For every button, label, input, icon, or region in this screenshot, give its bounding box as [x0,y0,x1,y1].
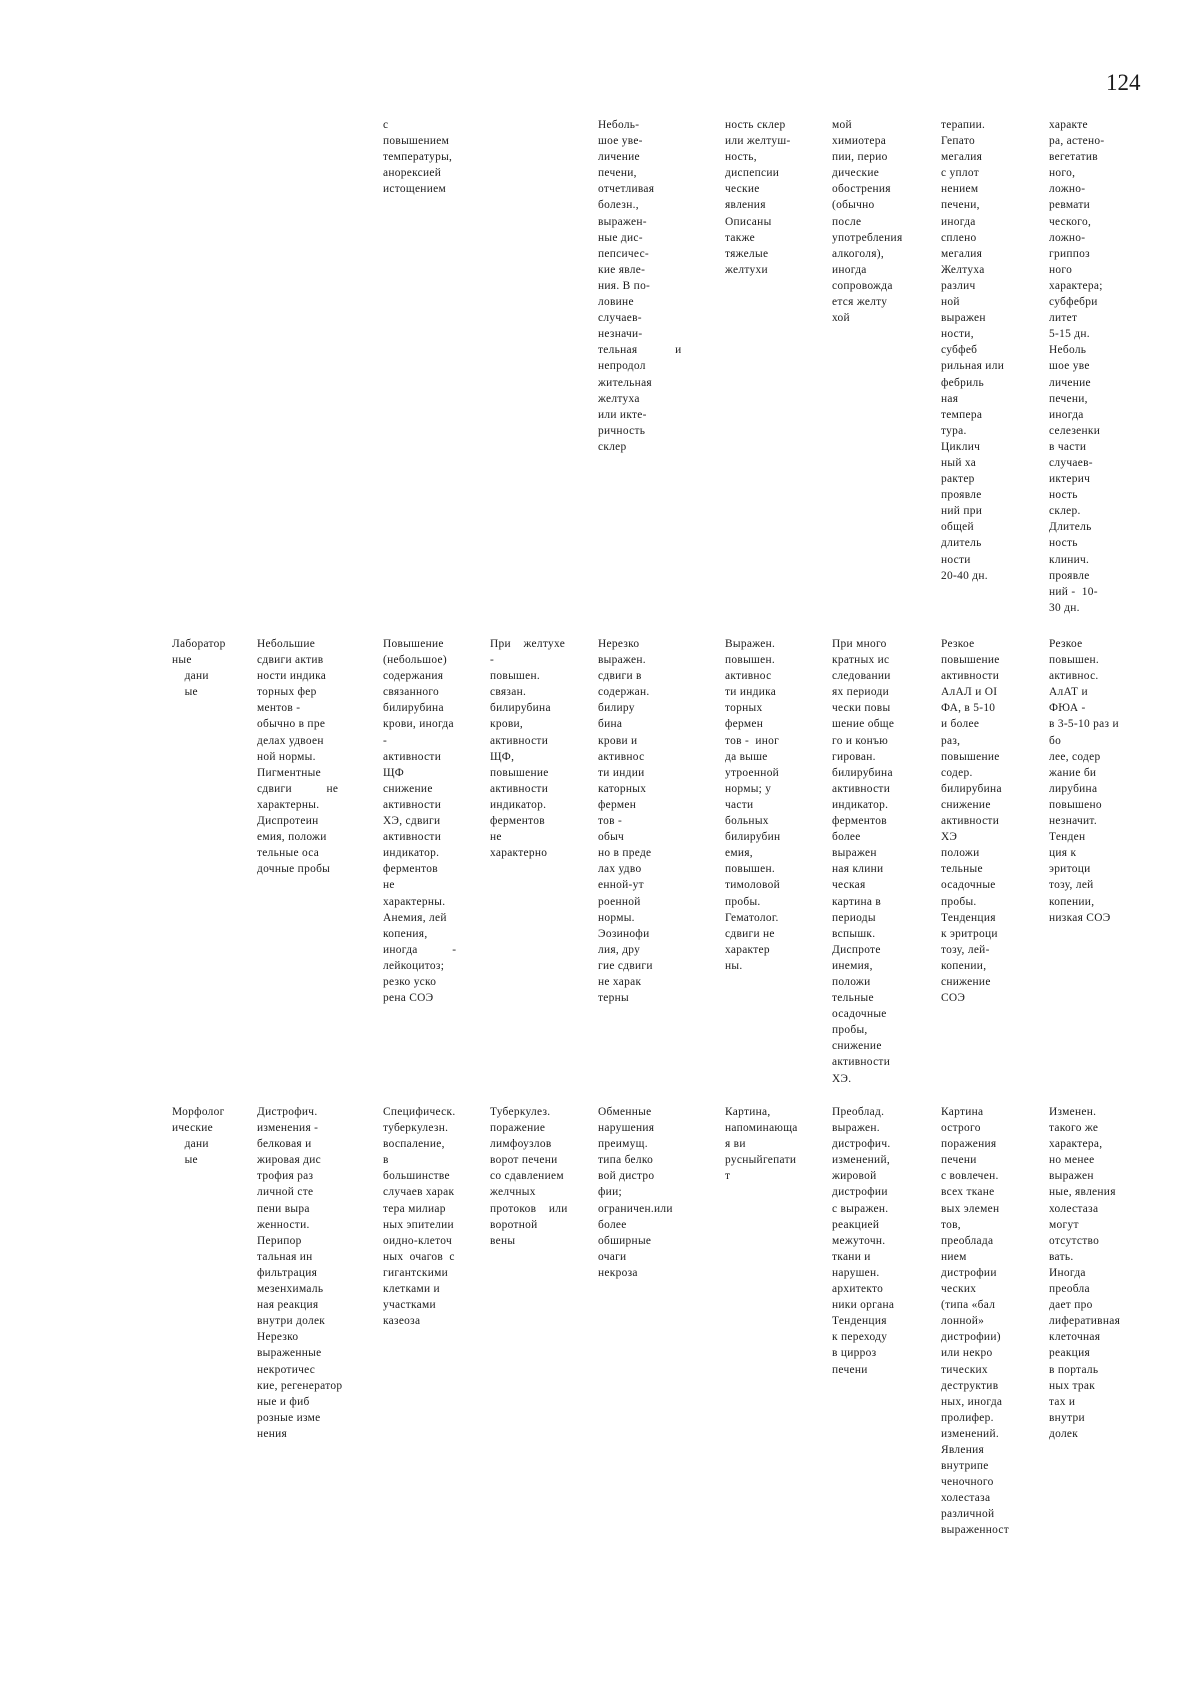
cell-r2-c6: Преоблад. выражен. дистрофич. изменений, жировой дистрофии с выражен. реакцией межуточн. ткани и нарушен. архитекто ники органа Тенденция к переходу в цирроз печени [832,1106,895,1376]
cell-r2-c5: Картина, напоминающа я ви русныйгепати т [725,1106,798,1183]
cell-r1-c4: Нерезко выражен. сдвиги в содержан. билиру бина крови и активнос ти индии каторных фермен тов - обыч но в преде лах удво енной-ут роенной нормы. Эозинофи лия, дру гие сдвиги не харак терны [598,638,653,1005]
cell-r0-c6: мой химиотера пии, перио дические обострения (обычно после употребления алкоголя), иногда сопровожда ется желту хой [832,119,903,325]
cell-r1-c6: При много кратных ис следовании ях периоди чески повы шение обще го и конъю гирован. билирубина активности индикатор. ферментов более выражен ная клини ческая картина в периоды вспышк. Диспроте инемия, положи тельные осадочные пробы, снижение активности ХЭ. [832,638,895,1085]
cell-r2-c8: Изменен. такого же характера, но менее выражен ные, явления холестаза могут отсутство вать. Иногда преобла дает про лиферативная клеточная реакция в порталь ных трак тах и внутри долек [1049,1106,1121,1440]
cell-r2-c1: Дистрофич. изменения - белковая и жировая дис трофия раз личной сте пени выра женности. Перипор тальная ин фильтрация мезенхималь ная реакция внутри долек Нерезко выраженные некротичес кие, регенератор ные и фиб розные изме нения [257,1106,343,1440]
cell-r0-c5: ность склер или желтуш- ность, диспепсии ческие явления Описаны также тяжелые желтухи [725,119,791,276]
cell-r1-c5: Выражен. повышен. активнос ти индика торных фермен тов - иног да выше утроенной нормы; у части больных билирубин емия, повышен. тимоловой пробы. Гематолог. сдвиги не характер ны. [725,638,781,972]
row-header-morphology: Морфолог ические дани ые [172,1106,225,1167]
cell-r2-c3: Туберкулез. поражение лимфоузлов ворот печени со сдавлением желчных протоков или воротной вены [490,1106,568,1247]
cell-r1-c3: При желтухе - повышен. связан. билирубина крови, активности ЩФ, повышение активности индикатор. ферментов не характерно [490,638,566,860]
cell-r2-c4: Обменные нарушения преимущ. типа белко вой дистро фии; ограничен.или более обширные очаги некроза [598,1106,673,1279]
cell-r0-c4: Неболь- шое уве- личение печени, отчетливая болезн., выражен- ные дис- пепсичес- кие явле- ния. В по- ловине случаев- незначи- тельная и непродол жительная желтуха или иктe- ричность склер [598,119,682,453]
cell-r1-c2: Повышение (небольшое) содержания связанного билирубина крови, иногда - активности ЩФ снижение активности ХЭ, сдвиги активности индикатор. ферментов не характерны. Анемия, лей копения, иногда - лейкоцитоз; резко уско рена СОЭ [383,638,457,1005]
cell-r1-c8: Резкое повышен. активнос. АлАТ и ФЮА - в 3-5-10 раз и бо лее, содер жание би лирубина повышено незначит. Тенден ция к эритоци тозу, лей копении, низкая СОЭ [1049,638,1119,924]
cell-r0-c8: характе ра, астено- вегетатив ного, ложно- ревмати ческого, ложно- гриппоз ного характера; субфебри литет 5-15 дн. Неболь шое уве личение печени, иногда селезенки в части случаев- иктерич ность склер. Длитель ность клинич. проявле ний - 10- 30 дн. [1049,119,1105,614]
cell-r1-c7: Резкое повышение активности АлАЛ и ОI ФА, в 5-10 и более раз, повышение содер. билирубина снижение активности ХЭ положи тельные осадочные пробы. Тенденция к эритроци тозу, лей- копении, снижение СОЭ [941,638,1002,1005]
page-number: 124 [1106,70,1141,95]
cell-r1-c1: Небольшие сдвиги актив ности индика торных фер ментов - обычно в пре делах удвоен ной нормы. Пигментные сдвиги не характерны. Диспротеин емия, положи тельные оса дочные пробы [257,638,339,876]
cell-r0-c2: с повышением температуры, анорексией истощением [383,119,453,196]
row-header-laboratory: Лаборатор ные дани ые [172,638,226,699]
cell-r0-c7: терапии. Гепато мегалия с уплот нением печени, иногда сплено мегалия Желтуха различ ной выражен ности, субфеб рильная или фебриль ная темпера тура. Циклич ный ха рактер проявле ний при общей длитель ности 20-40 дн. [941,119,1005,582]
cell-r2-c2: Специфическ. туберкулезн. воспаление, в большинстве случаев харак тера милиар ных эпителии оидно-клеточ ных очагов с гигантскими клетками и участками казеоза [383,1106,456,1328]
cell-r2-c7: Картина острого поражения печени с вовлечен. всех ткане вых элемен тов, преоблада нием дистрофии ческих (типа «бал лонной» дистрофии) или некро тических деструктив ных, иногда пролифер. изменений. Явления внутрипе ченочного холестаза различной выраженност [941,1106,1010,1537]
